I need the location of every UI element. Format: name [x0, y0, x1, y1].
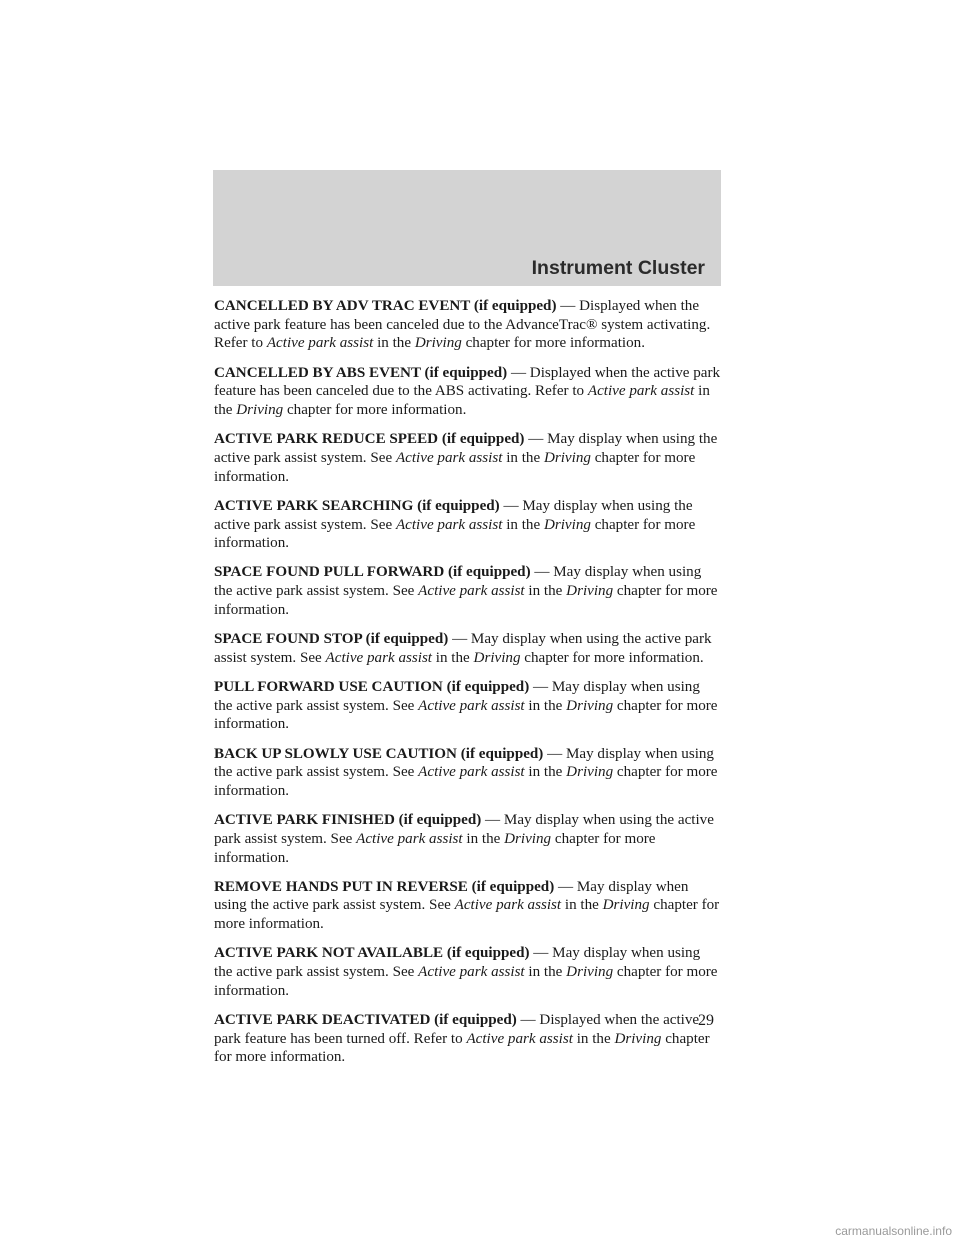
reference-link: Active park assist	[418, 764, 525, 781]
chapter-reference: Driving	[414, 335, 462, 352]
reference-link: Active park assist	[418, 697, 525, 714]
message-term: SPACE FOUND STOP (if equipped)	[214, 631, 449, 648]
entry: ACTIVE PARK FINISHED (if equipped) — May display when using the active park assist system. See Active park assist in the Driving chapter for more information.	[214, 812, 714, 866]
reference-link: Active park assist	[325, 649, 433, 666]
section-title: Instrument Cluster	[531, 257, 705, 279]
entry: CANCELLED BY ABS EVENT (if equipped) — Displayed when the active park feature has been canceled due to the ABS activating. Refer to Active park assist in the Driving chapter for more information.	[214, 364, 721, 419]
message-term: SPACE FOUND PULL FORWARD (if equipped)	[214, 564, 531, 581]
message-term: REMOVE HANDS PUT IN REVERSE (if equipped)	[214, 878, 555, 895]
entry: ACTIVE PARK SEARCHING (if equipped) — May display when using the active park assist system. See Active park assist in the Driving chapter for more information.	[214, 497, 696, 552]
entry: ACTIVE PARK REDUCE SPEED (if equipped) — May display when using the active park assist system. See Active park assist in the Driving chapter for more information.	[214, 431, 718, 485]
chapter-reference: Driving	[236, 402, 284, 419]
chapter-reference: Driving	[566, 764, 614, 781]
reference-link: Active park assist	[395, 449, 503, 466]
entry: ACTIVE PARK DEACTIVATED (if equipped) — Displayed when the active park feature has been turned off. Refer to Active park assist in the Driving chapter for more information.	[214, 1012, 710, 1066]
chapter-reference: Driving	[566, 697, 614, 714]
reference-link: Active park assist	[266, 335, 374, 352]
reference-link: Active park assist	[418, 583, 525, 600]
entry: BACK UP SLOWLY USE CAUTION (if equipped) — May display when using the active park assist system. See Active park assist in the Driving chapter for more information.	[214, 745, 718, 799]
chapter-reference: Driving	[504, 830, 552, 847]
message-term: CANCELLED BY ADV TRAC EVENT (if equipped)	[214, 298, 557, 314]
entry: SPACE FOUND PULL FORWARD (if equipped) — May display when using the active park assist system. See Active park assist in the Driving chapter for more information.	[214, 564, 718, 618]
chapter-reference: Driving	[543, 449, 591, 466]
reference-link: Active park assist	[395, 516, 503, 533]
entry-list	[214, 297, 722, 1078]
chapter-reference: Driving	[566, 964, 614, 981]
message-term: CANCELLED BY ABS EVENT (if equipped)	[214, 364, 508, 381]
reference-link: Active park assist	[454, 897, 562, 914]
reference-link: Active park assist	[587, 383, 695, 400]
message-term: ACTIVE PARK NOT AVAILABLE (if equipped)	[214, 945, 530, 962]
reference-link: Active park assist	[418, 964, 525, 981]
reference-link: Active park assist	[356, 830, 463, 847]
entry: SPACE FOUND STOP (if equipped) — May display when using the active park assist system. See Active park assist in the Driving chapter for more information.	[214, 631, 712, 666]
message-term: BACK UP SLOWLY USE CAUTION (if equipped)	[214, 745, 544, 762]
chapter-reference: Driving	[473, 649, 521, 666]
entry: PULL FORWARD USE CAUTION (if equipped) — May display when using the active park assist system. See Active park assist in the Driving chapter for more information.	[214, 678, 718, 733]
message-term: ACTIVE PARK SEARCHING (if equipped)	[214, 497, 500, 514]
reference-link: Active park assist	[466, 1030, 573, 1047]
chapter-reference: Driving	[566, 583, 614, 600]
watermark: carmanualsonline.info	[835, 1224, 952, 1238]
header-band	[213, 170, 721, 286]
entry: CANCELLED BY ADV TRAC EVENT (if equipped) — Displayed when the active park feature has been canceled due to the AdvanceTrac® system activating. Refer to Active park assist in the Driving chapter for more information.	[214, 298, 711, 352]
chapter-reference: Driving	[614, 1030, 662, 1047]
message-term: ACTIVE PARK DEACTIVATED (if equipped)	[214, 1012, 517, 1028]
entry: ACTIVE PARK NOT AVAILABLE (if equipped) — May display when using the active park assist system. See Active park assist in the Driving chapter for more information.	[214, 945, 718, 999]
page-number: 29	[698, 1012, 714, 1029]
message-term: PULL FORWARD USE CAUTION (if equipped)	[214, 678, 530, 695]
message-term: ACTIVE PARK FINISHED (if equipped)	[214, 812, 482, 829]
chapter-reference: Driving	[543, 516, 591, 533]
chapter-reference: Driving	[602, 897, 650, 914]
message-term: ACTIVE PARK REDUCE SPEED (if equipped)	[214, 431, 525, 448]
entry: REMOVE HANDS PUT IN REVERSE (if equipped) — May display when using the active park assist system. See Active park assist in the Driving chapter for more information.	[214, 878, 720, 933]
